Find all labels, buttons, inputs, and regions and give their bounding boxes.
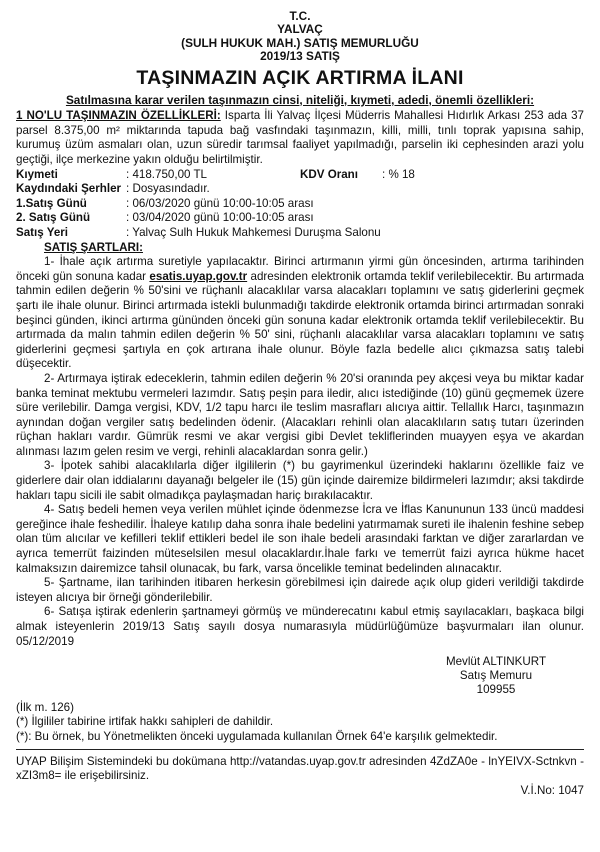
annotations-label: Kaydındaki Şerhler — [16, 182, 122, 196]
condition-4: 4- Satış bedeli hemen veya verilen mühlet içinde ödenmezse İcra ve İflas Kanununun 133 üncü maddesi gereğince ihale feshedilir. İhaleye katılıp daha sonra ihale bedelini yatırmamak sureti ile ihalenin feshine sebep olan tüm alıcılar ve kefilleri teklif ettikleri bedel ile son ihale bedeli arasındaki farktan ve diğer zararlardan ve ayrıca temerrüt faizinden müteselsilen mesul olacaklardır.İhale farkı ve temerrüt faizi ayrıca hükme hacet kalmaksızın dairemizce tahsil olunacak, bu fark, varsa öncelikle teminat bedelinden alınacaktır. — [16, 503, 584, 575]
sale1-row — [16, 197, 584, 212]
value-row — [16, 168, 584, 183]
vat-label: KDV Oranı — [300, 167, 358, 181]
property-heading: 1 NO'LU TAŞINMAZIN ÖZELLİKLERİ: — [16, 109, 221, 123]
notice-reference-number: V.İ.No: 1047 — [520, 783, 584, 797]
uyap-access-note: UYAP Bilişim Sistemindeki bu dokümana http://vatandas.uyap.gov.tr adresinden 4ZdZA0e - lnYEIVX-Sctnkvn - xZI3m8= ile erişebilirsiniz. — [16, 754, 584, 783]
details-block — [16, 168, 584, 241]
conditions-title: SATIŞ ŞARTLARI: — [44, 240, 143, 254]
value-amount: : 418.750,00 TL — [126, 167, 208, 181]
signer-title: Satış Memuru — [459, 669, 533, 683]
condition-1-text-b: adresinden elektronik ortamda teklif verilebilecektir. Bu artırmada tahmin edilen değerin % 50'sini ve rüçhanlı alacaklılar varsa alacakları toplamını ve satış giderlerini geçmek şartı ile ihale olunur. Birinci artırmada istekli bulunmadığı takdirde elektronik ortamda birinci artırmadan sonraki beşinci günden, ikinci artırma gününden önceki gün sonuna kadar elektronik ortamda teklif verilebilecektir. Bu artırmada da malın tahmin edilen değerin % 50' sini, rüçhanlı alacaklılar varsa alacakları toplamını ve satış giderlerini geçmesi şartıyla en çok artırana ihale olunur. Böyle fazla bedelle alıcı çıkmazsa satış talebi düşecektir. — [16, 269, 585, 371]
signature-block — [406, 655, 586, 697]
subtitle: Satılmasına karar verilen taşınmazın cinsi, niteliği, kıymeti, adedi, önemli özellikleri: — [65, 92, 535, 107]
condition-1-text-a: 1- İhale açık artırma suretiyle yapılacaktır. Birinci artırmanın yirmi gün öncesinden, artırma tarihinden önceki gün sonuna kadar — [16, 255, 584, 283]
divider — [16, 749, 584, 750]
annotations-row — [16, 182, 584, 197]
header-country: T.C. — [289, 9, 311, 23]
place-row — [16, 226, 584, 241]
sale1-value: : 06/03/2020 günü 10:00-10:05 arası — [126, 196, 314, 210]
annotations-value: : Dosyasındadır. — [126, 182, 210, 196]
footnotes — [16, 701, 584, 744]
sale2-row — [16, 211, 584, 226]
vat-rate: : % 18 — [382, 167, 415, 181]
condition-5: 5- Şartname, ilan tarihinden itibaren herkesin görebilmesi için dairede açık olup gideri verildiği takdirde isteyen alıcıya bir örneği gönderilebilir. — [16, 576, 584, 604]
value-label: Kıymeti — [16, 167, 58, 181]
sale1-label: 1.Satış Günü — [16, 196, 87, 210]
footnote-1: (*) İlgililer tabirine irtifak hakkı sahipleri de dahildir. — [16, 715, 274, 729]
header-city: YALVAÇ — [277, 22, 323, 37]
footnote-2: (*): Bu örnek, bu Yönetmelikten önceki uygulamada kullanılan Örnek 64'e karşılık gelmektedir. — [16, 729, 498, 743]
ilk-reference: (İlk m. 126) — [16, 701, 74, 715]
condition-3: 3- İpotek sahibi alacaklılarla diğer ilgililerin (*) bu gayrimenkul üzerindeki haklarını özellikle faiz ve giderlere dair olan iddialarını dayanağı belgeler ile (15) gün içinde dairemize bildirmeleri lazımdır; aksi takdirde hakları tapu sicili ile sabit olmadıkça paylaşmadan hariç bırakılacaktır. — [16, 459, 584, 502]
signer-name: Mevlüt ALTINKURT — [445, 655, 547, 669]
sale2-label: 2. Satış Günü — [16, 211, 91, 225]
place-value: : Yalvaç Sulh Hukuk Mahkemesi Duruşma Salonu — [126, 225, 381, 239]
condition-1 — [16, 255, 584, 372]
condition-2: 2- Artırmaya iştirak edeceklerin, tahmin edilen değerin % 20'si oranında pey akçesi veya bu miktar kadar banka teminat mektubu vermeleri lazımdır. Satış peşin para iledir, alıcı istediğinde (10) günü geçmemek üzere süre verilebilir. Damga vergisi, KDV, 1/2 tapu harcı ile teslim masrafları alıcıya aittir. Tellallık Harcı, taşınmazın aynından doğan vergiler satış bedelinden ödenir. (Alacakları rehinli olan alacaklıların satış tutarı üzerinden rüçhan hakları vardır. Gümrük resmi ve akar vergisi gibi Devlet tekliflerinden muayyen eşya ve akardan alınması lazım gelen resim ve vergi, rehinli alacaklardan sonra gelir.) — [16, 371, 584, 458]
sale2-value: : 03/04/2020 günü 10:00-10:05 arası — [126, 211, 314, 225]
esatis-link[interactable]: esatis.uyap.gov.tr — [149, 269, 248, 283]
condition-6: 6- Satışa iştirak edenlerin şartnameyi görmüş ve münderecatını kabul etmiş sayılacakları, başkaca bilgi almak isteyenlerin 2019/13 Satış sayılı dosya numarasıyla müdürlüğümüze başvurmaları ilan olunur. 05/12/2019 — [16, 605, 584, 648]
signer-number: 109955 — [476, 683, 516, 697]
place-label: Satış Yeri — [16, 225, 68, 239]
header-office: (SULH HUKUK MAH.) SATIŞ MEMURLUĞU — [181, 35, 419, 50]
property-description: Isparta İli Yalvaç İlçesi Müderris Mahallesi Hıdırlık Arkası 253 ada 37 parsel 8.375,00 m² miktarında tapuda bağ vasfındaki taşınmazın, killi, milli, tınlı toprak yapısına sahip, kurumuş üzüm asmaları olan, uzun süredir tarımsal faaliyet yapılmadığı, parselin iki cephesinden arazi yolu geçtiği, ilçe merkezine yakın olduğu belirtilmiştir. — [16, 109, 584, 166]
header-file-no: 2019/13 SATIŞ — [260, 49, 340, 64]
property-paragraph — [16, 109, 584, 167]
page-title: TAŞINMAZIN AÇIK ARTIRMA İLANI — [136, 66, 464, 89]
